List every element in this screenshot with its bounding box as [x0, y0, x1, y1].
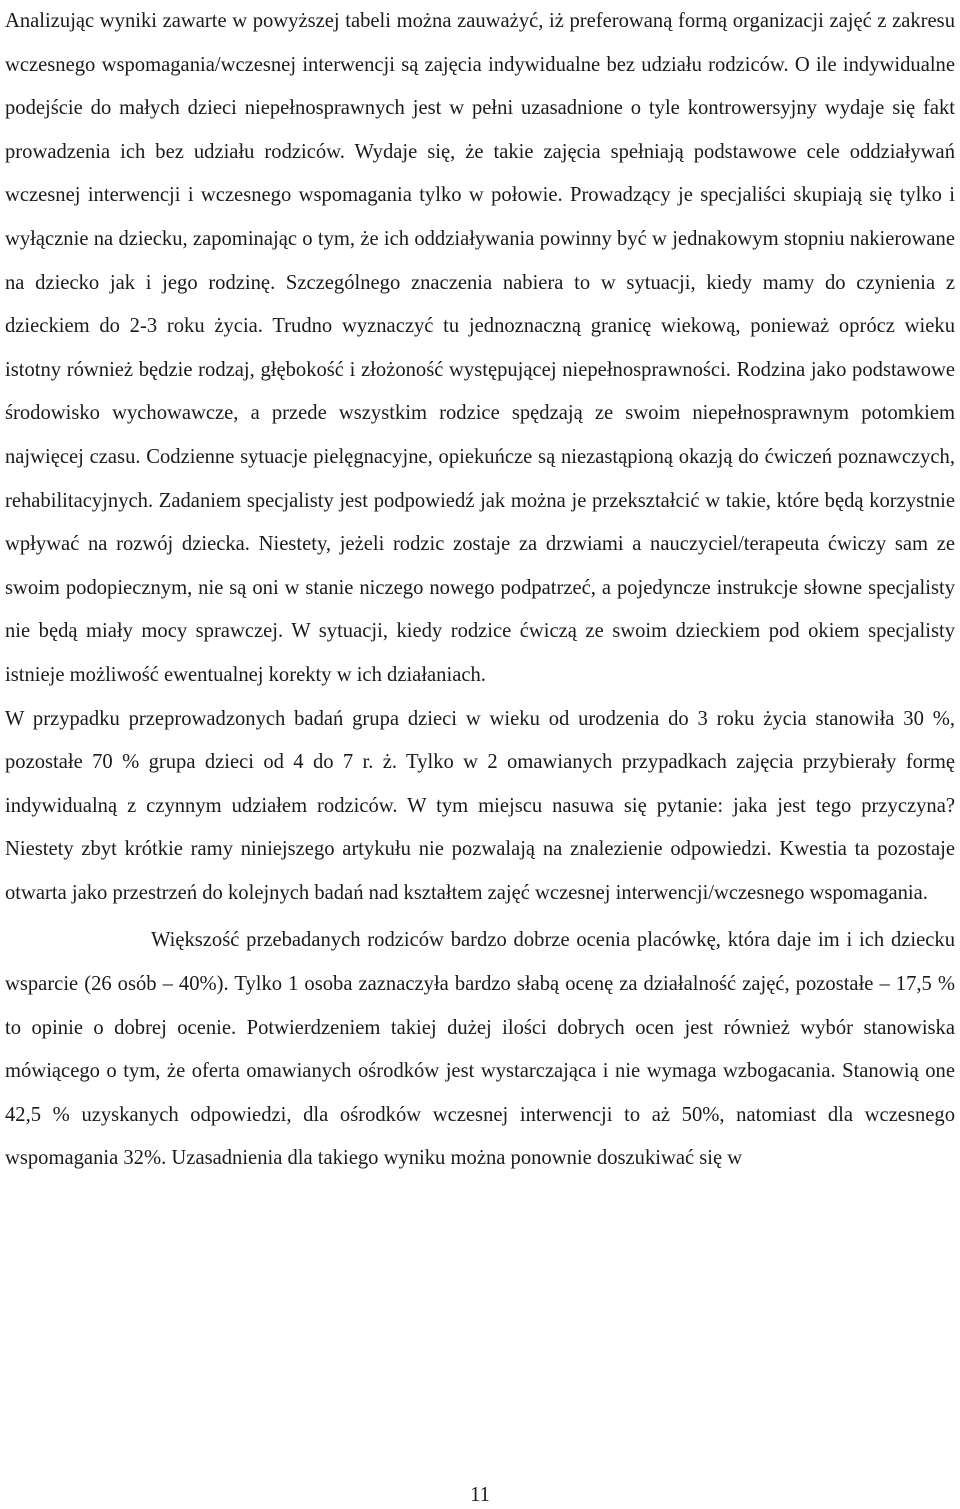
paragraph-research-results: W przypadku przeprowadzonych badań grupa dzieci w wieku od urodzenia do 3 roku życia stanowiła 30 %, pozostałe 70 % grupa dzieci od 4 do 7 r. ż. Tylko w 2 omawianych przypadkach zajęcia przybierały formę indywidualną z czynnym udziałem rodziców. W tym miejscu nasuwa się pytanie: jaka jest tego przyczyna? Niestety zbyt krótkie ramy niniejszego artykułu nie pozwalają na znalezienie odpowiedzi. Kwestia ta pozostaje otwarta jako przestrzeń do kolejnych badań nad kształtem zajęć wczesnej interwencji/wczesnego wspomagania.: [5, 707, 955, 904]
document-page: [5, 0, 955, 1181]
page-number: 11: [470, 1484, 490, 1506]
paragraph-parent-evaluation: Większość przebadanych rodziców bardzo dobrze ocenia placówkę, która daje im i ich dziecku wsparcie (26 osób – 40%). Tylko 1 osoba zaznaczyła bardzo słabą ocenę za działalność zajęć, pozostałe – 17,5 % to opinie o dobrej ocenie. Potwierdzeniem takiej dużej ilości dobrych ocen jest również wybór stanowiska mówiącego o tym, że oferta omawianych ośrodków jest wystarczająca i nie wymaga wzbogacania. Stanowią one 42,5 % uzyskanych odpowiedzi, dla ośrodków wczesnej interwencji to aż 50%, natomiast dla wczesnego wspomagania 32%. Uzasadnienia dla takiego wyniku można ponownie doszukiwać się w: [5, 929, 955, 1170]
paragraph-analysis: Analizując wyniki zawarte w powyższej tabeli można zauważyć, iż preferowaną formą organizacji zajęć z zakresu wczesnego wspomagania/wczesnej interwencji są zajęcia indywidualne bez udziału rodziców. O ile indywidualne podejście do małych dzieci niepełnosprawnych jest w pełni uzasadnione o tyle kontrowersyjny wydaje się fakt prowadzenia ich bez udziału rodziców. Wydaje się, że takie zajęcia spełniają podstawowe cele oddziaływań wczesnej interwencji i wczesnego wspomagania tylko w połowie. Prowadzący je specjaliści skupiają się tylko i wyłącznie na dziecku, zapominając o tym, że ich oddziaływania powinny być w jednakowym stopniu nakierowane na dziecko jak i jego rodzinę. Szczególnego znaczenia nabiera to w sytuacji, kiedy mamy do czynienia z dzieckiem do 2-3 roku życia. Trudno wyznaczyć tu jednoznaczną granicę wiekową, ponieważ oprócz wieku istotny również będzie rodzaj, głębokość i złożoność występującej niepełnosprawności. Rodzina jako podstawowe środowisko wychowawcze, a przede wszystkim rodzice spędzają ze swoim niepełnosprawnym potomkiem najwięcej czasu. Codzienne sytuacje pielęgnacyjne, opiekuńcze są niezastąpioną okazją do ćwiczeń poznawczych, rehabilitacyjnych. Zadaniem specjalisty jest podpowiedź jak można je przekształcić w takie, które będą korzystnie wpływać na rozwój dziecka. Niestety, jeżeli rodzic zostaje za drzwiami a nauczyciel/terapeuta ćwiczy sam ze swoim podopiecznym, nie są oni w stanie niczego nowego podpatrzeć, a pojedyncze instrukcje słowne specjalisty nie będą miały mocy sprawczej. W sytuacji, kiedy rodzice ćwiczą ze swoim dzieckiem pod okiem specjalisty istnieje możliwość ewentualnej korekty w ich działaniach.: [5, 10, 955, 686]
